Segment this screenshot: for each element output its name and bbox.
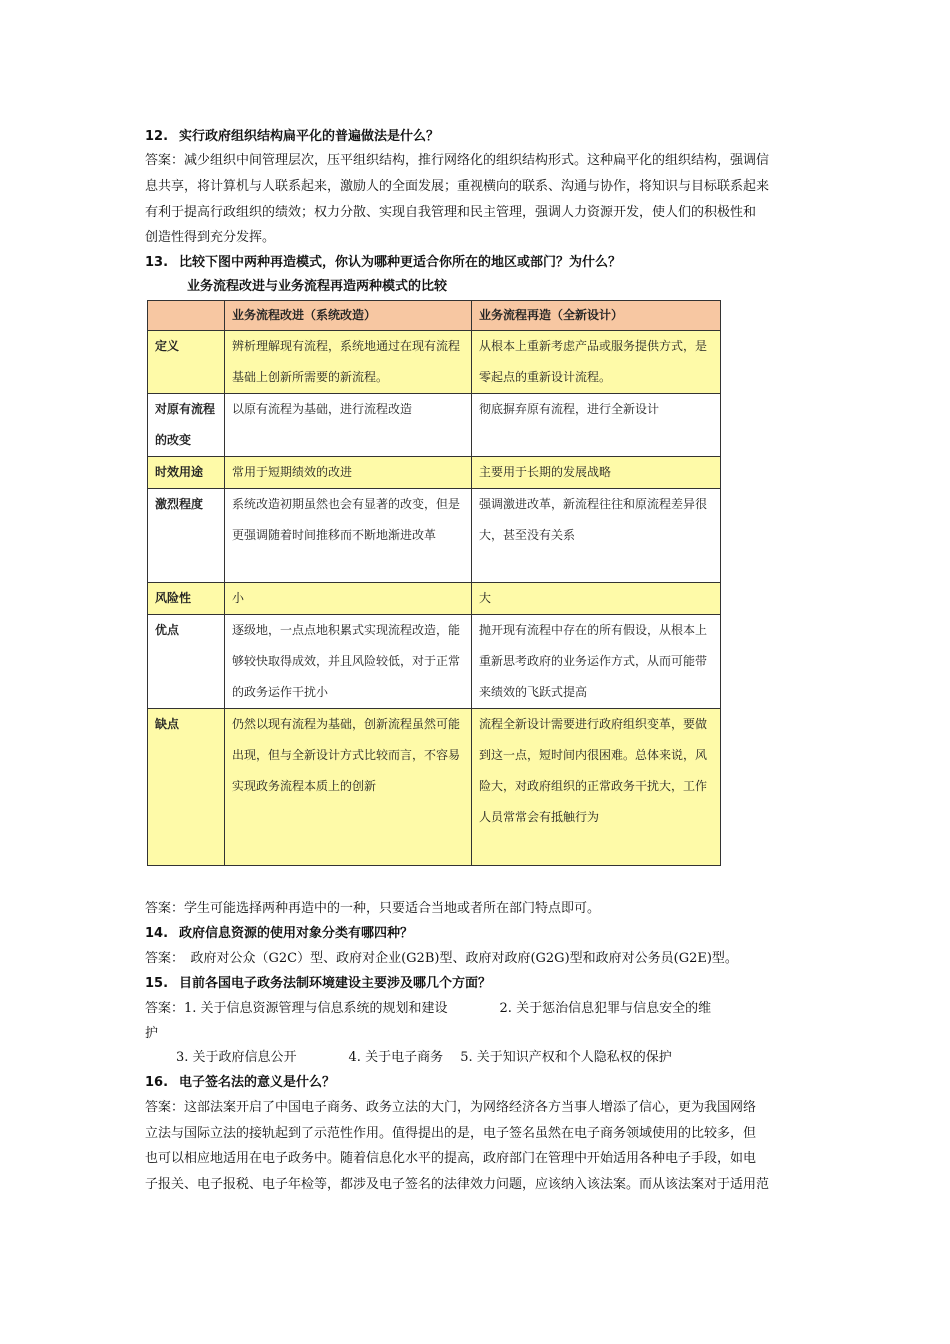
table-cell: 逐级地，一点点地积累式实现流程改造，能够较快取得成效，并且风险较低，对于正常的政务运作干扰小 <box>225 615 472 709</box>
table-cell: 小 <box>225 583 472 615</box>
table-row <box>148 489 721 583</box>
table-cell: 辨析理解现有流程，系统地通过在现有流程基础上创新所需要的新流程。 <box>225 331 472 394</box>
table-row <box>148 709 721 866</box>
question-text: 比较下图中两种再造模式，你认为哪种更适合你所在的地区或部门？为什么？ <box>179 255 622 270</box>
question-12 <box>145 129 439 145</box>
question-15 <box>145 976 491 992</box>
table-cell: 从根本上重新考虑产品或服务提供方式，是零起点的重新设计流程。 <box>472 331 721 394</box>
row-label: 对原有流程的改变 <box>148 394 225 457</box>
row-label: 优点 <box>148 615 225 709</box>
table-cell: 强调激进改革，新流程往往和原流程差异很大，甚至没有关系 <box>472 489 721 583</box>
table-row <box>148 583 721 615</box>
answer-16-line-3: 也可以相应地适用在电子政务中。随着信息化水平的提高，政府部门在管理中开始适用各种电子手段，如电 <box>145 1151 757 1166</box>
question-text: 电子签名法的意义是什么？ <box>179 1075 336 1090</box>
question-13 <box>145 255 621 271</box>
row-label: 激烈程度 <box>148 489 225 583</box>
answer-16-line-2: 立法与国际立法的接轨起到了示范性作用。值得提出的是，电子签名虽然在电子商务领域使用的比较多，但 <box>145 1126 757 1141</box>
table-row <box>148 615 721 709</box>
table-cell: 仍然以现有流程为基础，创新流程虽然可能出现，但与全新设计方式比较而言，不容易实现政务流程本质上的创新 <box>225 709 472 866</box>
question-number: 15. <box>145 976 169 991</box>
table-cell: 大 <box>472 583 721 615</box>
answer-15-line-2: 护 <box>145 1026 159 1041</box>
row-label: 定义 <box>148 331 225 394</box>
question-number: 16. <box>145 1075 169 1090</box>
row-label: 风险性 <box>148 583 225 615</box>
question-16 <box>145 1075 335 1091</box>
table-row <box>148 457 721 489</box>
question-text: 政府信息资源的使用对象分类有哪四种？ <box>179 926 414 941</box>
question-number: 14. <box>145 926 169 941</box>
table-header-row <box>148 301 721 331</box>
table-header-cell <box>148 301 225 331</box>
answer-12-line-3: 有利于提高行政组织的绩效；权力分散、实现自我管理和民主管理，强调人力资源开发，使人们的积极性和 <box>145 205 757 220</box>
comparison-table <box>147 300 721 866</box>
row-label: 缺点 <box>148 709 225 866</box>
table-header-cell: 业务流程改进（系统改造） <box>225 301 472 331</box>
table-cell: 以原有流程为基础，进行流程改造 <box>225 394 472 457</box>
table-cell: 流程全新设计需要进行政府组织变革，要做到这一点，短时间内很困难。总体来说，风险大，对政府组织的正常政务干扰大，工作人员常常会有抵触行为 <box>472 709 721 866</box>
row-label: 时效用途 <box>148 457 225 489</box>
table-cell: 常用于短期绩效的改进 <box>225 457 472 489</box>
table-row <box>148 331 721 394</box>
answer-12-line-2: 息共享，将计算机与人联系起来，激励人的全面发展；重视横向的联系、沟通与协作，将知识与目标联系起来 <box>145 179 770 194</box>
table-row <box>148 394 721 457</box>
answer-12-line-1: 答案：减少组织中间管理层次，压平组织结构，推行网络化的组织结构形式。这种扁平化的组织结构，强调信 <box>145 153 770 168</box>
question-number: 13. <box>145 255 169 270</box>
table-header-cell: 业务流程再造（全新设计） <box>472 301 721 331</box>
answer-12-line-4: 创造性得到充分发挥。 <box>145 230 276 245</box>
answer-16-line-1: 答案：这部法案开启了中国电子商务、政务立法的大门，为网络经济各方当事人增添了信心，更为我国网络 <box>145 1100 757 1115</box>
answer-15-line-1: 答案：1. 关于信息资源管理与信息系统的规划和建设 2. 关于惩治信息犯罪与信息安全的维 <box>145 1001 712 1016</box>
table-cell: 系统改造初期虽然也会有显著的改变，但是更强调随着时间推移而不断地渐进改革 <box>225 489 472 583</box>
question-number: 12. <box>145 129 169 144</box>
answer-15-line-3: 3. 关于政府信息公开 4. 关于电子商务 5. 关于知识产权和个人隐私权的保护 <box>176 1050 672 1065</box>
table-cell: 彻底摒弃原有流程，进行全新设计 <box>472 394 721 457</box>
table-cell: 抛开现有流程中存在的所有假设，从根本上重新思考政府的业务运作方式，从而可能带来绩效的飞跃式提高 <box>472 615 721 709</box>
table-caption: 业务流程改进与业务流程再造两种模式的比较 <box>187 279 448 294</box>
question-14 <box>145 926 413 942</box>
answer-16-line-4: 子报关、电子报税、电子年检等，都涉及电子签名的法律效力问题，应该纳入该法案。而从该法案对于适用范 <box>145 1177 770 1192</box>
table-cell: 主要用于长期的发展战略 <box>472 457 721 489</box>
question-text: 目前各国电子政务法制环境建设主要涉及哪几个方面？ <box>179 976 492 991</box>
question-text: 实行政府组织结构扁平化的普遍做法是什么？ <box>179 129 440 144</box>
answer-14: 答案： 政府对公众（G2C）型、政府对企业(G2B)型、政府对政府(G2G)型和政府对公务员(G2E)型。 <box>145 951 738 966</box>
answer-13: 答案：学生可能选择两种再造中的一种，只要适合当地或者所在部门特点即可。 <box>145 901 601 916</box>
